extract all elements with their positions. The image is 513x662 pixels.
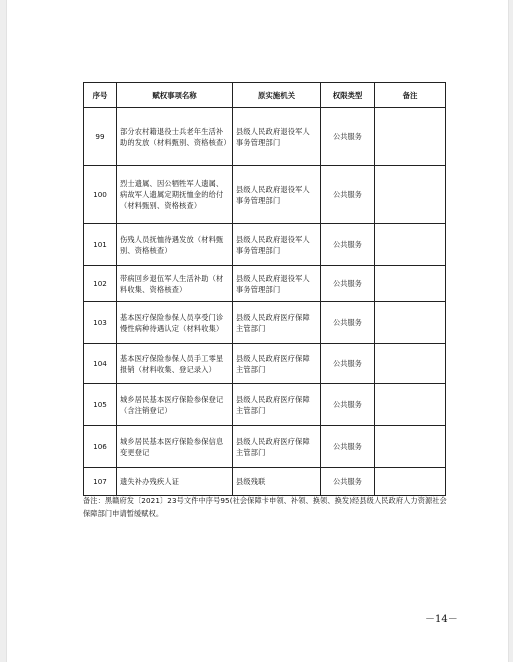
- row-authority: 县级人民政府退役军人事务管理部门: [233, 166, 321, 224]
- row-authority: 县级人民政府退役军人事务管理部门: [233, 108, 321, 166]
- row-authority: 县级人民政府医疗保障主管部门: [233, 344, 321, 384]
- table-row: [84, 108, 446, 166]
- row-authority: 县级人民政府退役军人事务管理部门: [233, 224, 321, 266]
- row-authority: 县级人民政府医疗保障主管部门: [233, 302, 321, 344]
- row-serial: 100: [84, 166, 117, 224]
- row-type: 公共服务: [321, 344, 375, 384]
- row-item-name: 带病回乡退伍军人生活补助（材料收集、资格核查）: [117, 266, 233, 302]
- row-serial: 99: [84, 108, 117, 166]
- table-row: [84, 468, 446, 496]
- table-row: [84, 344, 446, 384]
- empowerment-table: [83, 82, 446, 496]
- row-type: 公共服务: [321, 302, 375, 344]
- row-item-name: 城乡居民基本医疗保险参保登记（含注销登记）: [117, 384, 233, 426]
- row-authority: 县级人民政府退役军人事务管理部门: [233, 266, 321, 302]
- row-remarks: [375, 468, 446, 496]
- header-remarks: 备注: [375, 83, 446, 108]
- row-remarks: [375, 224, 446, 266]
- row-item-name: 部分农村籍退役士兵老年生活补助的发放（材料甄别、资格核查）: [117, 108, 233, 166]
- table-row: [84, 224, 446, 266]
- row-remarks: [375, 426, 446, 468]
- row-type: 公共服务: [321, 266, 375, 302]
- row-remarks: [375, 344, 446, 384]
- row-serial: 107: [84, 468, 117, 496]
- row-serial: 105: [84, 384, 117, 426]
- table-row: [84, 266, 446, 302]
- table-row: [84, 384, 446, 426]
- row-item-name: 基本医疗保险参保人员手工零星报销（材料收集、登记录入）: [117, 344, 233, 384]
- row-remarks: [375, 108, 446, 166]
- table-footnote: 备注：黑赣府发〔2021〕23号文件中序号95(社会保障卡申领、补领、换领、换发)经县级人民政府人力资源社会保障部门申请暂缓赋权。: [83, 496, 447, 518]
- row-remarks: [375, 302, 446, 344]
- table-header-row: [84, 83, 446, 108]
- row-serial: 101: [84, 224, 117, 266]
- row-remarks: [375, 166, 446, 224]
- row-type: 公共服务: [321, 108, 375, 166]
- row-type: 公共服务: [321, 384, 375, 426]
- row-serial: 103: [84, 302, 117, 344]
- row-item-name: 城乡居民基本医疗保险参保信息变更登记: [117, 426, 233, 468]
- row-serial: 102: [84, 266, 117, 302]
- row-remarks: [375, 384, 446, 426]
- row-item-name: 遗失补办残疾人证: [117, 468, 233, 496]
- header-item-name: 赋权事项名称: [117, 83, 233, 108]
- page-number: －14－: [425, 614, 458, 625]
- row-authority: 县级人民政府医疗保障主管部门: [233, 426, 321, 468]
- row-item-name: 基本医疗保险参保人员享受门诊慢性病种待遇认定（材料收集）: [117, 302, 233, 344]
- row-type: 公共服务: [321, 224, 375, 266]
- row-authority: 县级残联: [233, 468, 321, 496]
- row-type: 公共服务: [321, 468, 375, 496]
- table-row: [84, 166, 446, 224]
- header-authority-type: 权限类型: [321, 83, 375, 108]
- row-authority: 县级人民政府医疗保障主管部门: [233, 384, 321, 426]
- document-page: [6, 0, 509, 662]
- row-item-name: 烈士遗属、因公牺牲军人遗属、病故军人遗属定期抚恤金的给付（材料甄别、资格核查）: [117, 166, 233, 224]
- table-row: [84, 426, 446, 468]
- row-item-name: 伤残人员抚恤待遇发放（材料甄别、资格核查）: [117, 224, 233, 266]
- table-row: [84, 302, 446, 344]
- row-serial: 106: [84, 426, 117, 468]
- header-serial: 序号: [84, 83, 117, 108]
- row-type: 公共服务: [321, 166, 375, 224]
- row-remarks: [375, 266, 446, 302]
- row-serial: 104: [84, 344, 117, 384]
- header-original-authority: 原实施机关: [233, 83, 321, 108]
- row-type: 公共服务: [321, 426, 375, 468]
